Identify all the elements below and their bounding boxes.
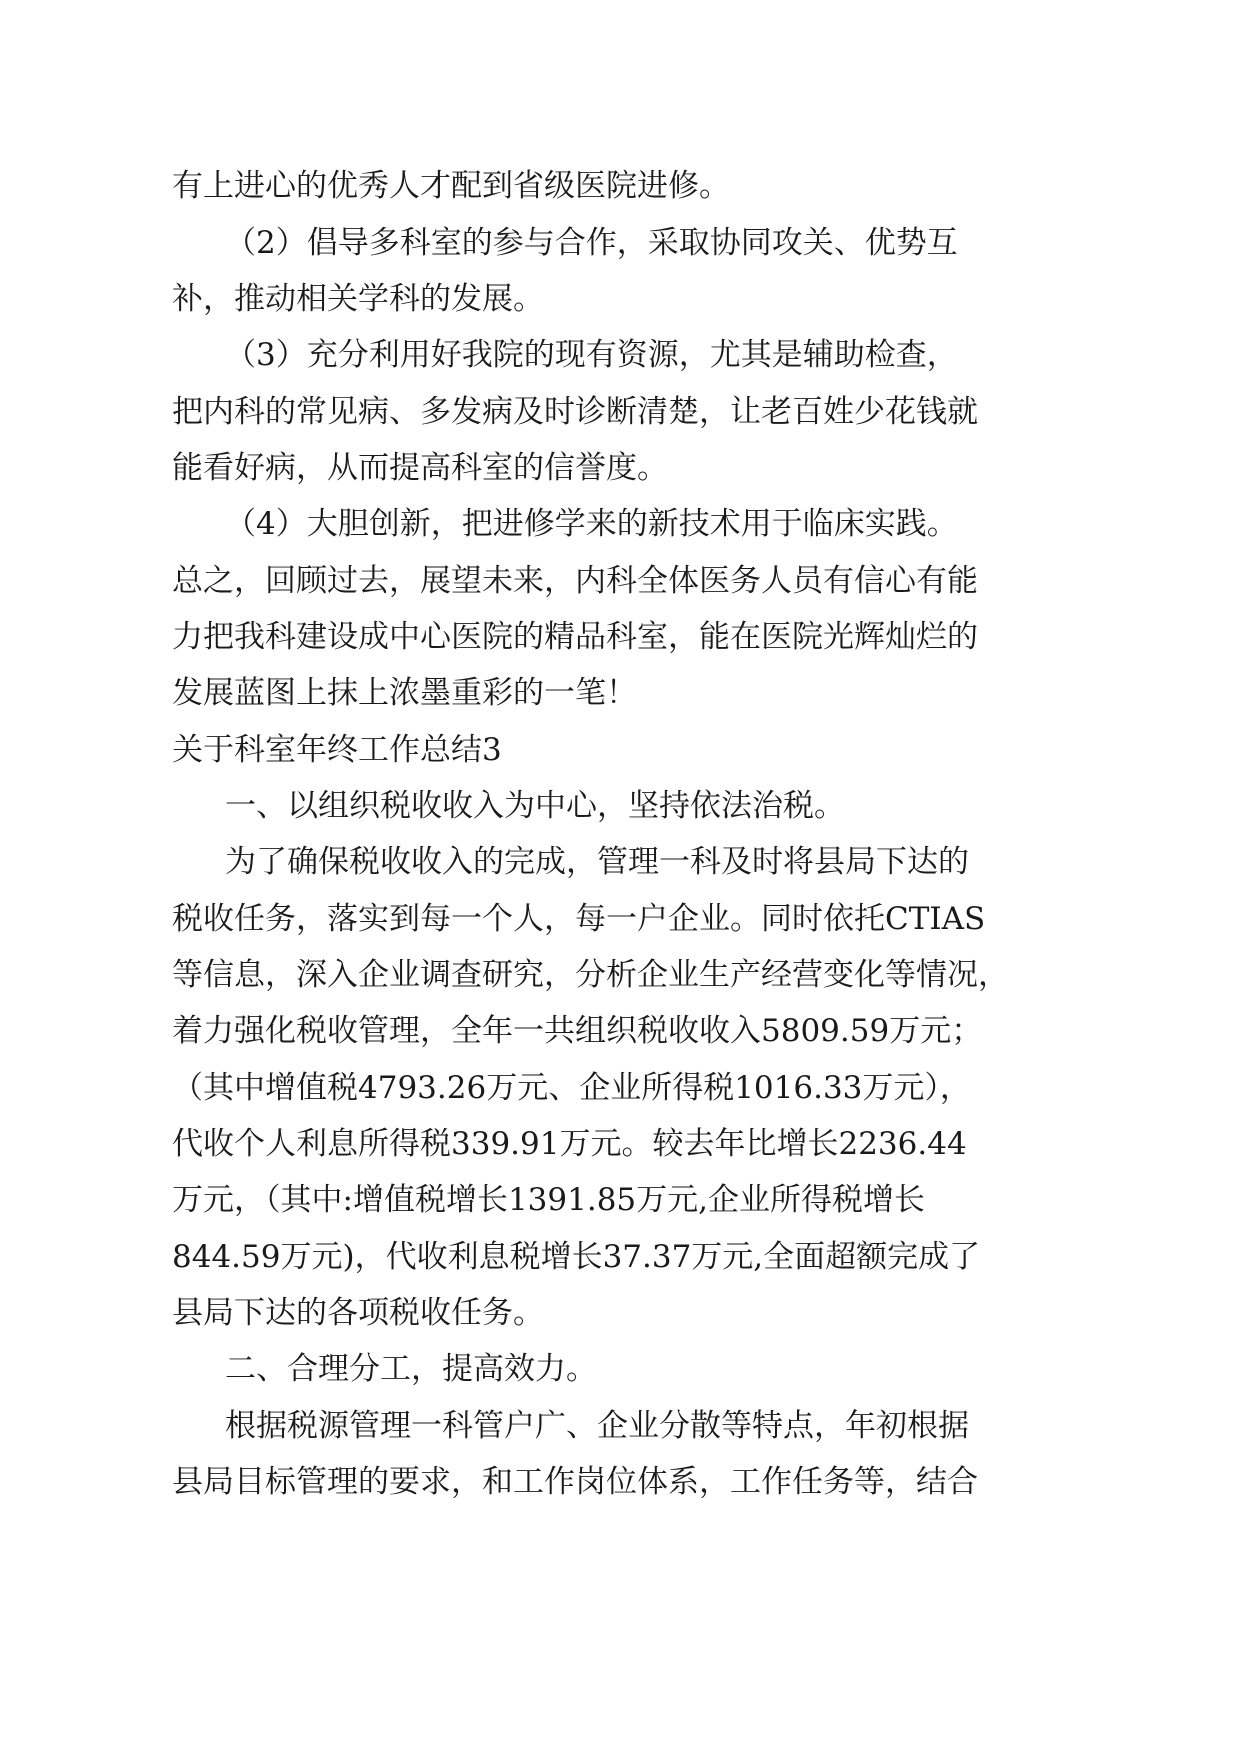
text-line: 能看好病，从而提高科室的信誉度。	[172, 450, 668, 486]
text-line: 补，推动相关学科的发展。	[172, 281, 544, 317]
text-line: 二、合理分工，提高效力。	[225, 1351, 597, 1387]
text-line: 一、以组织税收收入为中心，坚持依法治税。	[225, 788, 845, 824]
text-line: 为了确保税收收入的完成，管理一科及时将县局下达的	[225, 844, 969, 880]
text-line: 万元，（其中:增值税增长1391.85万元,企业所得税增长	[172, 1182, 925, 1218]
text-line: （4）大胆创新，把进修学来的新技术用于临床实践。	[225, 506, 958, 542]
text-line: （其中增值税4793.26万元、企业所得税1016.33万元），	[172, 1070, 971, 1106]
text-line: 力把我科建设成中心医院的精品科室，能在医院光辉灿烂的	[172, 619, 978, 655]
text-line: 代收个人利息所得税339.91万元。较去年比增长2236.44	[172, 1126, 967, 1162]
text-line: 发展蓝图上抹上浓墨重彩的一笔！	[172, 675, 637, 711]
text-line: （2）倡导多科室的参与合作，采取协同攻关、优势互	[225, 225, 958, 261]
text-line: 有上进心的优秀人才配到省级医院进修。	[172, 168, 730, 204]
text-line: 总之，回顾过去，展望未来，内科全体医务人员有信心有能	[172, 563, 978, 599]
text-line: 税收任务，落实到每一个人，每一户企业。同时依托CTIAS	[172, 901, 986, 937]
text-line: 县局下达的各项税收任务。	[172, 1295, 544, 1331]
text-line: 等信息，深入企业调查研究，分析企业生产经营变化等情况，	[172, 957, 1009, 993]
text-line: （3）充分利用好我院的现有资源，尤其是辅助检查，	[225, 337, 958, 373]
text-line: 根据税源管理一科管户广、企业分散等特点，年初根据	[225, 1408, 969, 1444]
text-line: 县局目标管理的要求，和工作岗位体系，工作任务等，结合	[172, 1464, 978, 1500]
text-line: 844.59万元)，代收利息税增长37.37万元,全面超额完成了	[172, 1239, 981, 1275]
text-line: 着力强化税收管理，全年一共组织税收收入5809.59万元；	[172, 1013, 983, 1049]
text-line: 把内科的常见病、多发病及时诊断清楚，让老百姓少花钱就	[172, 394, 978, 430]
section-heading: 关于科室年终工作总结3	[172, 732, 502, 768]
